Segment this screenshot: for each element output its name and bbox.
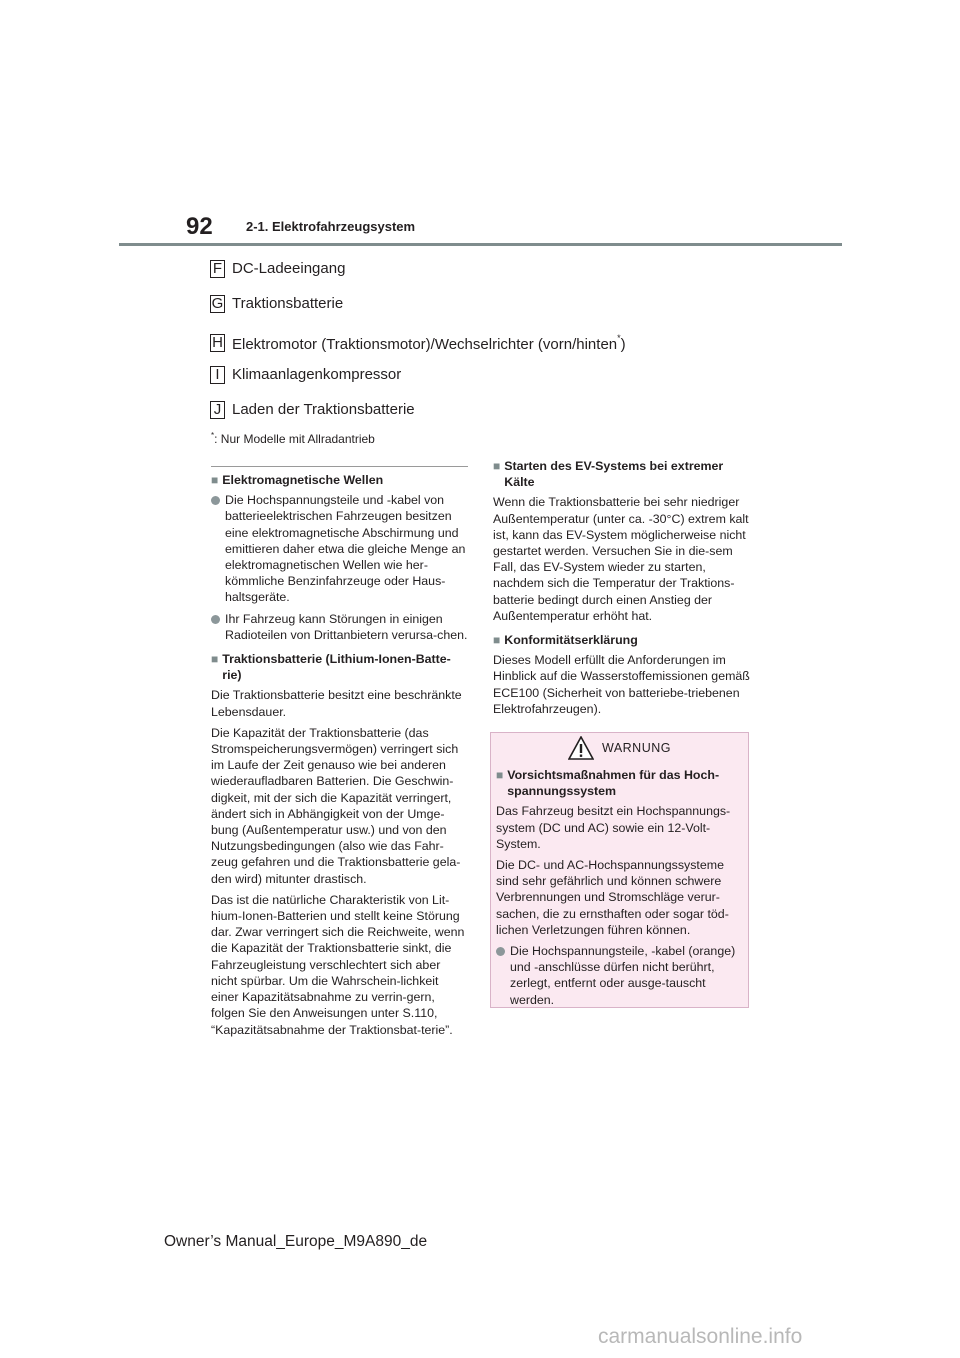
- list-item: [211, 611, 469, 643]
- legend-letter: F: [210, 260, 225, 278]
- warning-title: WARNUNG: [601, 741, 671, 755]
- legend-text: Klimaanlagenkompressor: [232, 366, 402, 383]
- square-bullet-icon: ■: [493, 459, 501, 473]
- bullet-text: Die Hochspannungsteile, -kabel (orange) und -anschlüsse dürfen nicht berührt, zerlegt, entfernt oder ausge-tauscht werden.: [510, 944, 736, 1007]
- legend-text: DC-Ladeeingang: [232, 260, 346, 277]
- legend-text: Laden der Traktionsbatterie: [232, 401, 415, 418]
- heading-text: Elektromagnetische Wellen: [222, 473, 384, 487]
- legend-item-j: [210, 401, 415, 419]
- legend-text: [232, 331, 626, 354]
- left-column: [211, 472, 469, 1043]
- section-title: 2-1. Elektrofahrzeugsystem: [246, 219, 416, 234]
- paragraph: Die Traktionsbatterie besitzt eine beschränkte Lebensdauer.: [211, 688, 462, 719]
- bullet-dot-icon: [211, 496, 220, 505]
- paragraph: Die Kapazität der Traktionsbatterie (das Stromspeicherungsvermögen) verringert sich im Laufe der Zeit genauso wie bei anderen wiederaufladbaren Batterien. Die Geschwin-digkeit, mit der sich die Kapazität verringert, ändert sich in Abhängigkeit von der Umge-bung (Außentemperatur usw.) und von den Nutzungsbedingungen (also wie das Fahr-zeug gefahren und die Traktionsbatterie gela-den wird) mitunter drastisch.: [211, 725, 461, 886]
- legend-item-g: [210, 295, 343, 313]
- paragraph: Dieses Modell erfüllt die Anforderungen im Hinblick auf die Wasserstoffemissionen gemäß ECE100 (Sicherheit von batteriebe-triebenen Elektrofahrzeugen).: [493, 653, 750, 716]
- square-bullet-icon: ■: [211, 652, 219, 667]
- header-divider: [119, 243, 842, 246]
- cold-start-heading: [493, 458, 751, 490]
- column-divider: [211, 466, 468, 467]
- bullet-dot-icon: [211, 615, 220, 624]
- heading-text: Traktionsbatterie (Lithium-Ionen-Batte-rie): [222, 652, 451, 683]
- watermark: carmanualsonline.info: [598, 1325, 803, 1348]
- warning-header: [491, 733, 748, 763]
- legend-letter: J: [210, 401, 225, 419]
- right-column: [493, 458, 751, 722]
- list-item: [496, 943, 742, 1008]
- page-number: 92: [186, 213, 213, 240]
- legend-item-h: [210, 331, 626, 354]
- legend-text-main: Elektromotor (Traktionsmotor)/Wechselrichter (vorn/hinten: [232, 336, 618, 353]
- conformity-heading: [493, 632, 751, 648]
- legend-item-f: [210, 260, 345, 278]
- legend-item-i: [210, 366, 401, 384]
- legend-letter: G: [211, 295, 224, 312]
- footer-manual-id: Owner’s Manual_Europe_M9A890_de: [164, 1233, 428, 1250]
- legend-letter: H: [210, 334, 225, 352]
- footnote: [211, 428, 375, 447]
- square-bullet-icon: ■: [493, 633, 501, 648]
- footnote-mark: *: [211, 431, 215, 440]
- heading-text: Konformitätserklärung: [504, 633, 638, 648]
- bullet-text: Die Hochspannungsteile und -kabel von batterieelektrischen Fahrzeugen besitzen eine elektromagnetische Abschirmung und emittieren daher etwa die gleiche Menge an elektromagnetischen Wellen wie her-kömmliche Benzinfahrzeuge oder Haus-haltsgeräte.: [225, 493, 466, 605]
- square-bullet-icon: ■: [496, 768, 504, 782]
- footnote-mark: *: [617, 333, 621, 343]
- bullet-dot-icon: [496, 947, 505, 956]
- warning-heading: [496, 767, 742, 799]
- heading-text: Vorsichtsmaßnahmen für das Hoch-spannungssystem: [507, 768, 720, 799]
- list-item: [211, 492, 469, 605]
- legend-letter: I: [210, 366, 225, 384]
- warning-body: [496, 767, 742, 1013]
- paragraph: Das Fahrzeug besitzt ein Hochspannungs-system (DC und AC) sowie ein 12-Volt-System.: [496, 804, 731, 851]
- paragraph: Die DC- und AC-Hochspannungssysteme sind sehr gefährlich und können schwere Verbrennungen und Stromschläge verur-sachen, die zu ernsthaften oder sogar töd-lichen Verletzungen führen können.: [496, 858, 729, 937]
- warning-triangle-icon: [568, 736, 594, 760]
- square-bullet-icon: ■: [211, 473, 219, 487]
- paragraph: Wenn die Traktionsbatterie bei sehr niedriger Außentemperatur (unter ca. -30°C) extrem kalt ist, kann das EV-System möglicherweise nicht gestartet werden. Versuchen Sie in die-sem Fall, das EV-System wieder zu starten, nachdem sich die Temperatur der Traktions-batterie bedingt durch einen Anstieg der Außentemperatur erhöht hat.: [493, 495, 749, 623]
- paragraph: Das ist die natürliche Charakteristik von Lit-hium-Ionen-Batterien und stellt keine Störung dar. Zwar verringert sich die Reichweite, wenn die Kapazität der Traktionsbatterie sinkt, die Fahrzeugleistung verschlechtert sich aber nicht spürbar. Um die Wahrschein-lichkeit einer Kapazitätsabnahme zu verrin-gern, folgen Sie den Anweisungen unter S.110, “Kapazitätsabnahme der Traktionsbat-terie”.: [211, 892, 465, 1037]
- em-waves-heading: [211, 472, 469, 488]
- bullet-text: Ihr Fahrzeug kann Störungen in einigen Radioteilen von Drittanbietern verursa-chen.: [225, 611, 468, 642]
- footnote-text: : Nur Modelle mit Allradantrieb: [214, 432, 375, 446]
- legend-text: Traktionsbatterie: [232, 295, 344, 312]
- warning-box: [490, 732, 749, 1008]
- legend-text-end: ): [620, 336, 626, 353]
- heading-text: Starten des EV-Systems bei extremer Kälte: [504, 459, 724, 490]
- battery-heading: [211, 651, 469, 683]
